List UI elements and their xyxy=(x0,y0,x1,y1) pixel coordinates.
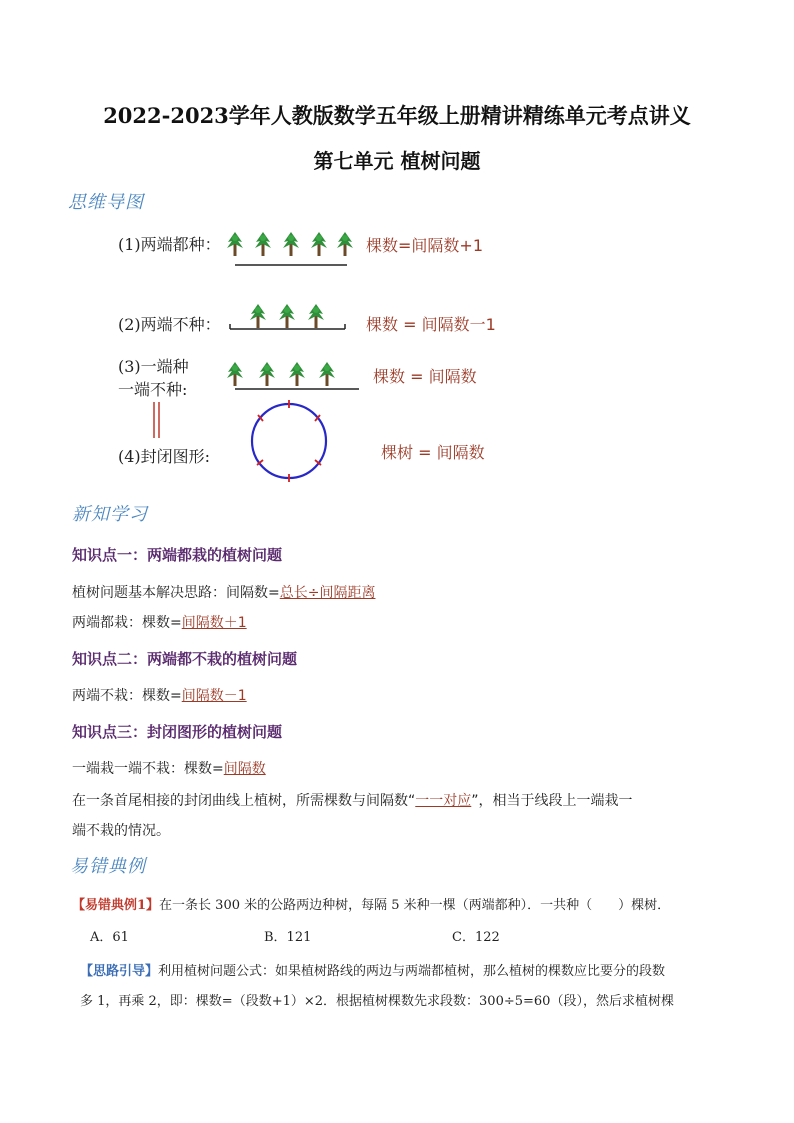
example1-option-b: B．121 xyxy=(264,930,312,945)
kp1-line2-answer: 间隔数＋1 xyxy=(181,615,247,631)
tree-icon xyxy=(283,232,299,256)
closed-circle-diagram xyxy=(248,400,330,482)
case3-formula: 棵数 = 间隔数 xyxy=(373,367,477,386)
kp1-line2-prefix: 两端都栽：棵数= xyxy=(72,615,182,631)
kp3-line2-answer: 一一对应 xyxy=(415,793,472,809)
kp3-line1-answer: 间隔数 xyxy=(223,761,266,777)
case3-label-line2: 一端不种: xyxy=(118,380,188,399)
case2-formula: 棵数 = 间隔数一1 xyxy=(366,315,496,334)
tree-icon xyxy=(308,304,324,328)
case4-label: (4)封闭图形: xyxy=(118,447,211,466)
case2-trees-diagram xyxy=(225,302,355,334)
tree-icon xyxy=(319,362,335,386)
kp2-line1 xyxy=(72,685,247,705)
page-title: 2022-2023学年人教版数学五年级上册精讲精练单元考点讲义 xyxy=(103,103,691,128)
tree-icon xyxy=(311,232,327,256)
example1-tag: 【易错典例1】 xyxy=(72,898,160,913)
case3-label-line1: (3)一端种 xyxy=(118,357,189,376)
double-bar-mark xyxy=(152,402,162,440)
kp2-title: 知识点二：两端都不栽的植树问题 xyxy=(72,650,298,668)
tree-icon xyxy=(227,232,243,256)
example1-option-c: C．122 xyxy=(452,930,500,945)
case3-trees-diagram xyxy=(225,358,365,394)
tree-icon xyxy=(255,232,271,256)
tree-icon xyxy=(227,362,243,386)
kp3-line1-prefix: 一端栽一端不栽：棵数= xyxy=(72,761,224,777)
kp1-line2 xyxy=(72,612,247,632)
kp3-line2 xyxy=(72,790,633,810)
kp3-line2-suffix: ”，相当于线段上一端栽一 xyxy=(471,793,633,809)
kp3-title: 知识点三：封闭图形的植树问题 xyxy=(72,723,283,741)
example1-option-a: A．61 xyxy=(90,930,129,945)
example1-hint-line2: 多 1，再乘 2，即：棵数=（段数+1）×2．根据植树棵数先求段数：300÷5=60（段），然后求植树棵 xyxy=(80,994,674,1009)
example1-hint-tag: 【思路引导】 xyxy=(80,964,159,979)
tree-icon xyxy=(259,362,275,386)
case4-formula: 棵树 = 间隔数 xyxy=(381,443,485,462)
errors-heading: 易错典例 xyxy=(70,856,146,877)
case1-trees-diagram xyxy=(225,228,355,270)
mindmap-heading: 思维导图 xyxy=(68,192,144,213)
example1-hint-text1: 利用植树问题公式：如果植树路线的两边与两端都植树，那么植树的棵数应比要分的段数 xyxy=(158,964,666,979)
new-knowledge-heading: 新知学习 xyxy=(72,504,148,525)
kp2-line1-prefix: 两端不栽：棵数= xyxy=(72,688,182,704)
tree-icon xyxy=(337,232,353,256)
tree-icon xyxy=(289,362,305,386)
case1-formula: 棵数=间隔数+1 xyxy=(366,236,483,255)
tree-icon xyxy=(279,304,295,328)
example1-hint-line1 xyxy=(80,960,665,979)
kp1-line1-prefix: 植树问题基本解决思路：间隔数= xyxy=(72,585,280,601)
kp3-line2-prefix: 在一条首尾相接的封闭曲线上植树，所需棵数与间隔数“ xyxy=(72,793,416,809)
case1-label: (1)两端都种： xyxy=(118,235,221,254)
example1-question: 在一条长 300 米的公路两边种树，每隔 5 米种一棵（两端都种）．一共种（ ）棵树． xyxy=(159,898,671,913)
kp3-line1 xyxy=(72,758,266,778)
page-subtitle: 第七单元 植树问题 xyxy=(313,149,481,173)
kp1-line1 xyxy=(72,582,375,602)
case2-label: (2)两端不种： xyxy=(118,315,221,334)
example1-question-line xyxy=(72,894,670,913)
kp2-line1-answer: 间隔数－1 xyxy=(181,688,247,704)
kp1-line1-answer: 总长÷间隔距离 xyxy=(279,585,376,601)
kp3-line3: 端不栽的情况。 xyxy=(72,823,170,839)
tree-icon xyxy=(250,304,266,328)
kp1-title: 知识点一：两端都栽的植树问题 xyxy=(72,546,283,564)
